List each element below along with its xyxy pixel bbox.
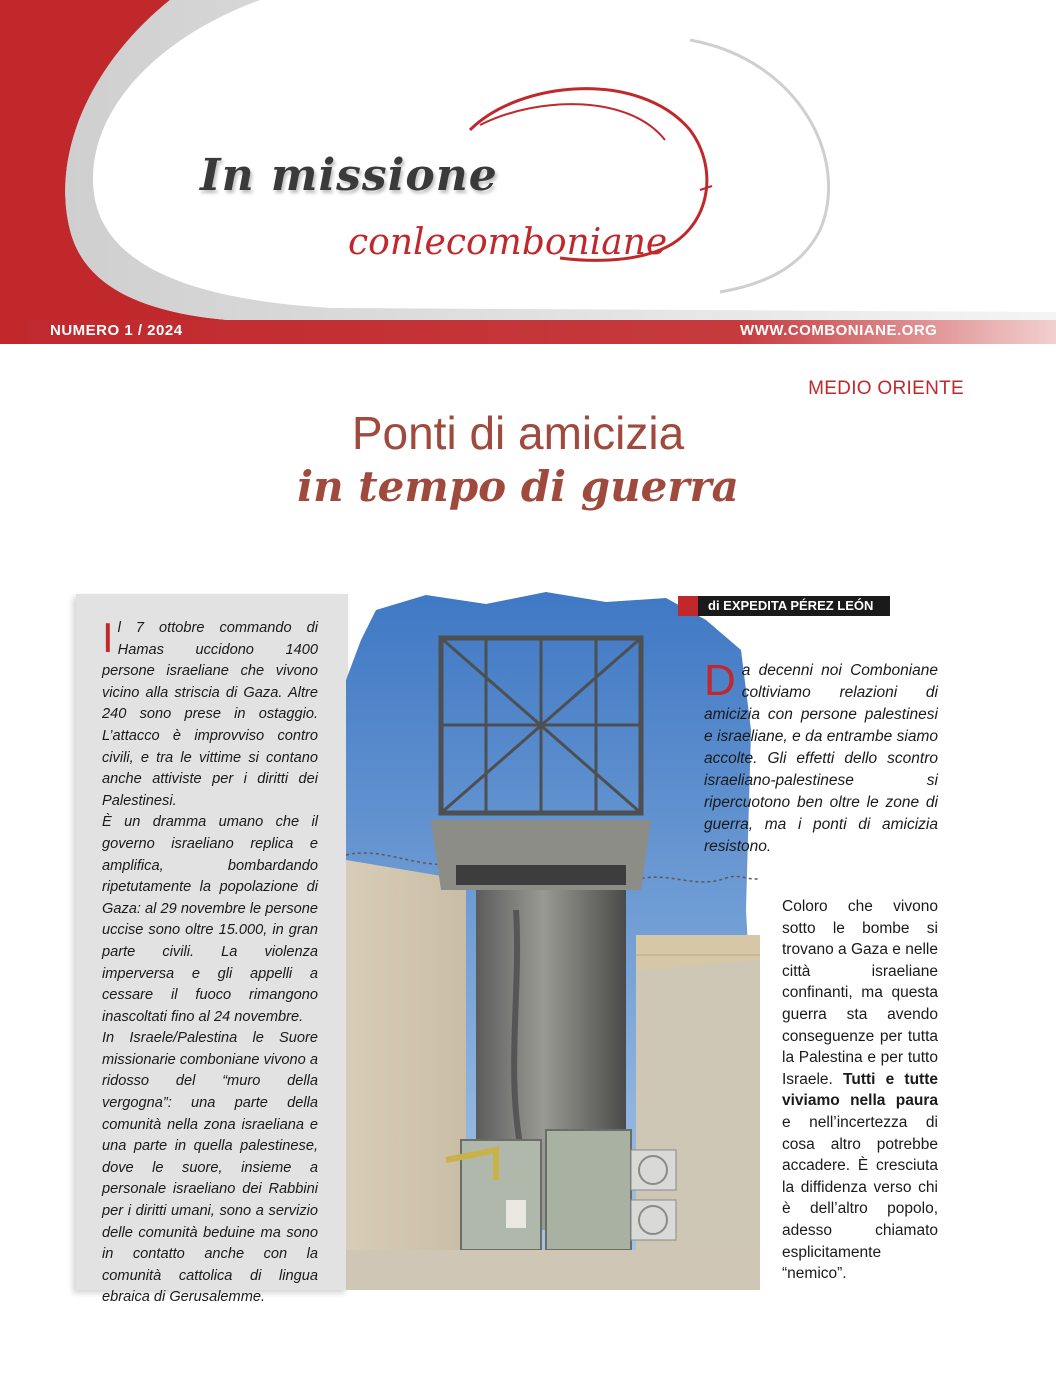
body-text-bold: Tutti e tutte viviamo nella paura [782,1070,938,1110]
author-accent [678,596,698,616]
sidebar-text [102,614,318,1309]
intro-drop-cap: D [704,656,736,705]
intro-paragraph [704,656,938,858]
masthead-title: In missione [200,150,498,201]
drop-cap: I [102,614,114,661]
sidebar-paragraph-2: È un dramma umano che il governo israeliano replica e amplifica, bombardando ripetutamente la popolazione di Gaza: al 29 novembre le persone uccise sono oltre 15.000, in gran parte civili. La violenza imperversa e gli appelli a cessare il fuoco rimangono inascoltati fino al 24 novembre. [102,814,318,1025]
body-paragraph [782,896,938,1285]
watchtower-photo [346,590,760,1290]
sidebar-paragraph-1-text: l 7 ottobre commando di Hamas uccidono 1400 persone israeliane che vivono vicino alla striscia di Gaza. Altre 240 sono prese in ostaggio. L’attacco è improvviso contro civili, e tra le vittime si contano anche attiviste per i diritti dei Palestinesi. [102,620,318,809]
author-byline: di EXPEDITA PÉREZ LEÓN [708,598,874,613]
body-text [782,896,938,1285]
article-title: Ponti di amicizia [351,407,685,459]
body-text-before: Coloro che vivono sotto le bombe si trovano a Gaza e nelle città israeliane confinanti, ma questa guerra sta avendo conseguenze per tutta la Palestina e per tutto Israele. [782,898,938,1088]
masthead-background [0,0,1056,344]
masthead-subtitle: conlecomboniane [348,222,668,263]
sidebar-paragraph-3: In Israele/Palestina le Suore missionarie comboniane vivono a ridosso del “muro della vergogna”: una parte della comunità nella zona israeliana e una parte in quella palestinese, dove le suore, insieme a personale israeliano dei Rabbini per i diritti umani, sono a servizio delle comunità beduine ma sono in contatto anche con la comunità cattolica di lingua ebraica di Gerusalemme. [102,1030,318,1306]
article-subtitle: in tempo di guerra [297,462,739,511]
sidebar-paragraph-1 [102,614,318,812]
issue-number: NUMERO 1 / 2024 [50,322,183,339]
body-text-after: e nell’incertezza di cosa altro potrebbe accadere. È cresciuta la diffidenza verso chi è dell’altro popolo, adesso chiamato esplicitamente “nemico”. [782,1113,938,1283]
section-label: MEDIO ORIENTE [808,378,964,399]
intro-paragraph-text: a decenni noi Comboniane coltiviamo relazioni di amicizia con persone palestinesi e israeliane, e da entrambe siamo accolte. Gli effetti dello scontro israeliano-palestinese si ripercuotono ben oltre le zone di guerra, ma i ponti di amicizia resistono. [704,662,938,855]
masthead [0,0,1056,344]
intro-text [704,656,938,858]
website-link[interactable]: WWW.COMBONIANE.ORG [740,322,938,339]
